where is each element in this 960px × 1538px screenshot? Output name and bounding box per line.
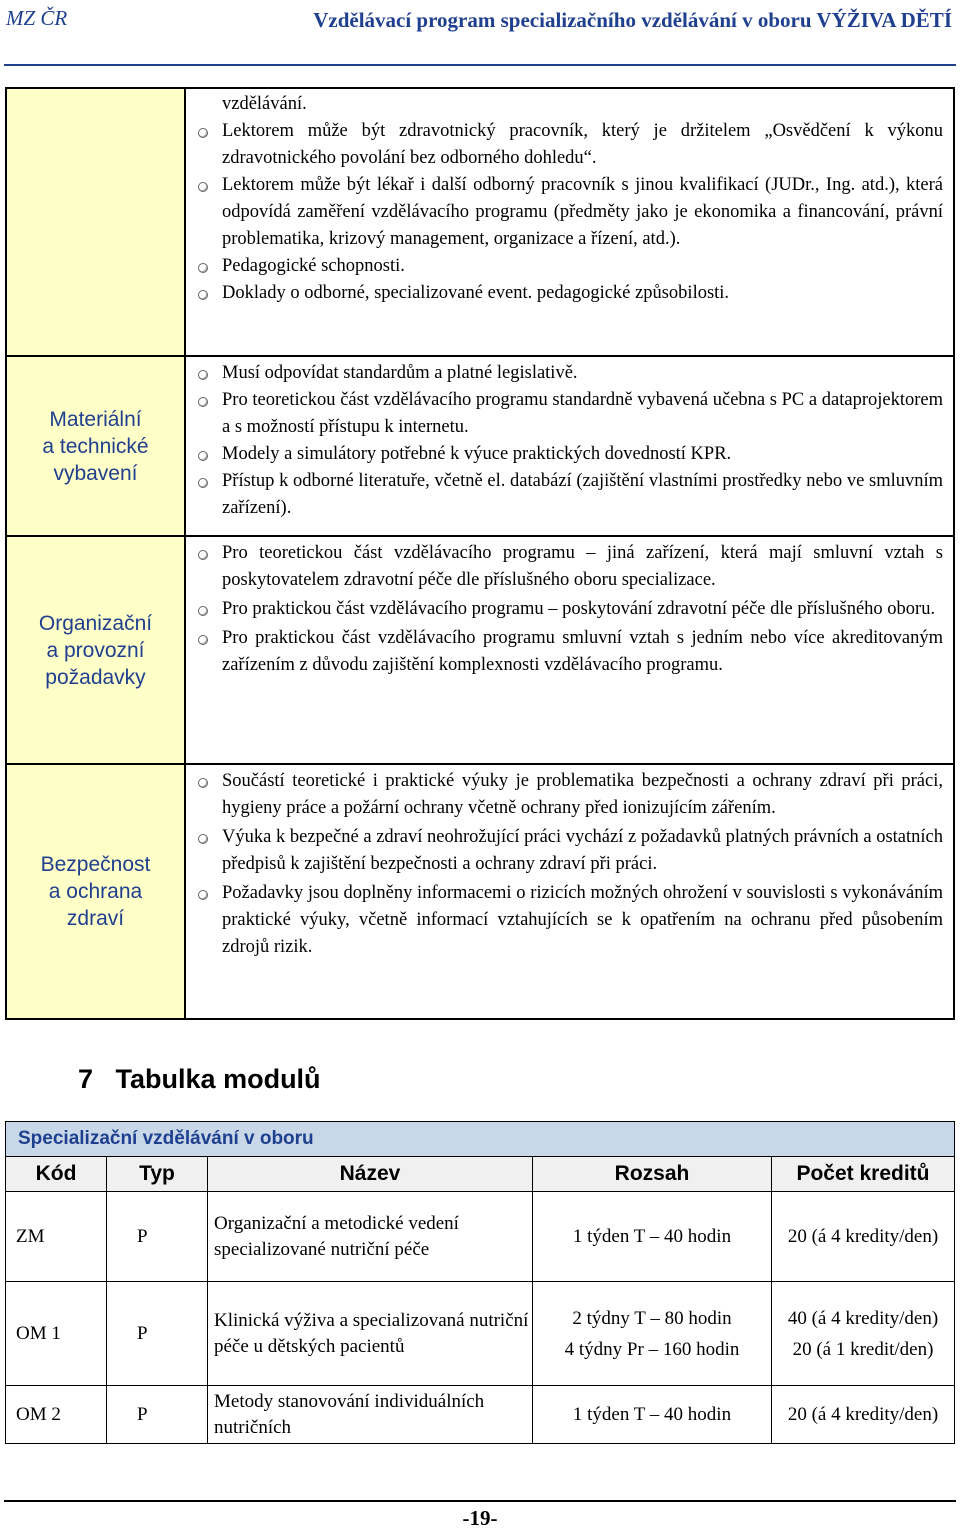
credits-line: 40 (á 4 kredity/den) (787, 1307, 939, 1329)
cell-range (533, 1192, 772, 1282)
list-item: Pro praktickou část vzdělávacího programu – poskytování zdravotní péče dle příslušného oboru. (222, 596, 953, 623)
column-header-range: Rozsah (533, 1157, 772, 1192)
section-heading (78, 1064, 321, 1095)
table-row (6, 1192, 955, 1282)
row-content (186, 765, 953, 1018)
table-row (6, 1282, 955, 1386)
range-line: 4 týdny Pr – 160 hodin (564, 1338, 740, 1360)
requirements-row-lecturers (7, 89, 953, 355)
range-line: 2 týdny T – 80 hodin (572, 1307, 732, 1329)
footer-divider (4, 1500, 956, 1502)
cell-type: P (107, 1192, 208, 1282)
row-label-line: zdraví (66, 907, 125, 930)
row-label-line: a ochrana (48, 880, 143, 903)
row-label-line: Materiální (49, 407, 142, 431)
row-label-line: a provozní (46, 638, 145, 662)
list-item: Přístup k odborné literatuře, včetně el. databází (zajištění vlastními prostředky nebo ve smluvním zařízení). (222, 468, 953, 522)
row-label-line: a technické (42, 434, 149, 458)
cell-code: OM 1 (6, 1282, 107, 1386)
column-header-credits: Počet kreditů (772, 1157, 955, 1192)
continuation-text: vzdělávání. (222, 94, 307, 114)
cell-code: ZM (6, 1192, 107, 1282)
column-header-type: Typ (107, 1157, 208, 1192)
requirements-row-organization (7, 537, 953, 763)
modules-table (5, 1121, 955, 1444)
list-item: Pedagogické schopnosti. (222, 253, 953, 280)
cell-credits (772, 1192, 955, 1282)
cell-credits (772, 1386, 955, 1444)
range-line: 1 týden T – 40 hodin (572, 1404, 732, 1425)
table-caption: Specializační vzdělávání v oboru (6, 1122, 955, 1157)
cell-credits (772, 1282, 955, 1386)
column-header-name: Název (208, 1157, 533, 1192)
list-item: Požadavky jsou doplněny informacemi o rizicích možných ohrožení v souvislosti s vykonáváním praktické výuky, včetně informací vztahujících se k opatřením na ochranu před působením zdrojů rizik. (222, 880, 953, 961)
credits-line: 20 (á 4 kredity/den) (787, 1404, 939, 1425)
list-item: Součástí teoretické i praktické výuky je problematika bezpečnosti a ochrany zdraví při práci, hygieny práce a požární ochrany včetně ochrany před ionizujícím zářením. (222, 768, 953, 822)
range-line: 1 týden T – 40 hodin (572, 1226, 732, 1247)
cell-type: P (107, 1386, 208, 1444)
row-label-line: Bezpečnost (40, 853, 151, 876)
bullet-list (186, 768, 953, 961)
bullet-list (186, 118, 953, 307)
cell-name: Metody stanovování individuálních nutričních (208, 1386, 533, 1444)
row-label (7, 765, 184, 1018)
requirements-table (5, 87, 955, 1020)
row-label-line: vybavení (53, 461, 138, 485)
list-item: Lektorem může být lékař i další odborný pracovník s jinou kvalifikací (JUDr., Ing. atd.), která odpovídá zaměření vzdělávacího programu (předměty jako je ekonomika a financování, právní problematika, krizový management, organizace a řízení, atd.). (222, 172, 953, 253)
document-title: Vzdělávací program specializačního vzdělávání v oboru VÝŽIVA DĚTÍ (313, 8, 952, 32)
header-divider (4, 64, 956, 66)
list-item: Výuka k bezpečné a zdraví neohrožující práci vychází z požadavků platných právních a ostatních předpisů k zajištění bezpečnosti a ochrany zdraví při práci. (222, 824, 953, 878)
row-label (7, 537, 184, 763)
requirements-row-safety (7, 765, 953, 1018)
bullet-list (186, 360, 953, 522)
cell-type: P (107, 1282, 208, 1386)
row-label (7, 357, 184, 535)
cell-name: Klinická výživa a specializovaná nutriční péče u dětských pacientů (208, 1282, 533, 1386)
cell-range (533, 1282, 772, 1386)
table-row (6, 1386, 955, 1444)
credits-line: 20 (á 1 kredit/den) (792, 1338, 934, 1360)
list-item: Pro teoretickou část vzdělávacího programu – jiná zařízení, která mají smluvní vztah s poskytovatelem zdravotní péče dle příslušného oboru specializace. (222, 540, 953, 594)
row-label-line: požadavky (45, 665, 146, 689)
section-title: Tabulka modulů (115, 1064, 321, 1094)
row-content (186, 537, 953, 763)
row-content (186, 357, 953, 535)
section-number: 7 (78, 1064, 94, 1094)
cell-code: OM 2 (6, 1386, 107, 1444)
list-item: Musí odpovídat standardům a platné legislativě. (222, 360, 953, 387)
list-item: Modely a simulátory potřebné k výuce praktických dovedností KPR. (222, 441, 953, 468)
row-label-empty (7, 89, 184, 355)
row-content (186, 89, 953, 355)
list-item: Doklady o odborné, specializované event. pedagogické způsobilosti. (222, 280, 953, 307)
list-item: Pro praktickou část vzdělávacího programu smluvní vztah s jedním nebo více akreditovaným zařízením z důvodu zajištění komplexnosti vzdělávacího programu. (222, 625, 953, 679)
page-number: -19- (462, 1506, 498, 1530)
credits-line: 20 (á 4 kredity/den) (787, 1226, 939, 1247)
column-header-code: Kód (6, 1157, 107, 1192)
bullet-list (186, 540, 953, 679)
cell-range (533, 1386, 772, 1444)
list-item: Lektorem může být zdravotnický pracovník, který je držitelem „Osvědčení k výkonu zdravotnického povolání bez odborného dohledu“. (222, 118, 953, 172)
list-item: Pro teoretickou část vzdělávacího programu standardně vybavená učebna s PC a dataprojektorem a s možností přístupu k internetu. (222, 387, 953, 441)
requirements-row-equipment (7, 357, 953, 535)
cell-name: Organizační a metodické vedení specializované nutriční péče (208, 1192, 533, 1282)
row-label-line: Organizační (38, 611, 153, 635)
header-left-label: MZ ČR (6, 6, 68, 30)
